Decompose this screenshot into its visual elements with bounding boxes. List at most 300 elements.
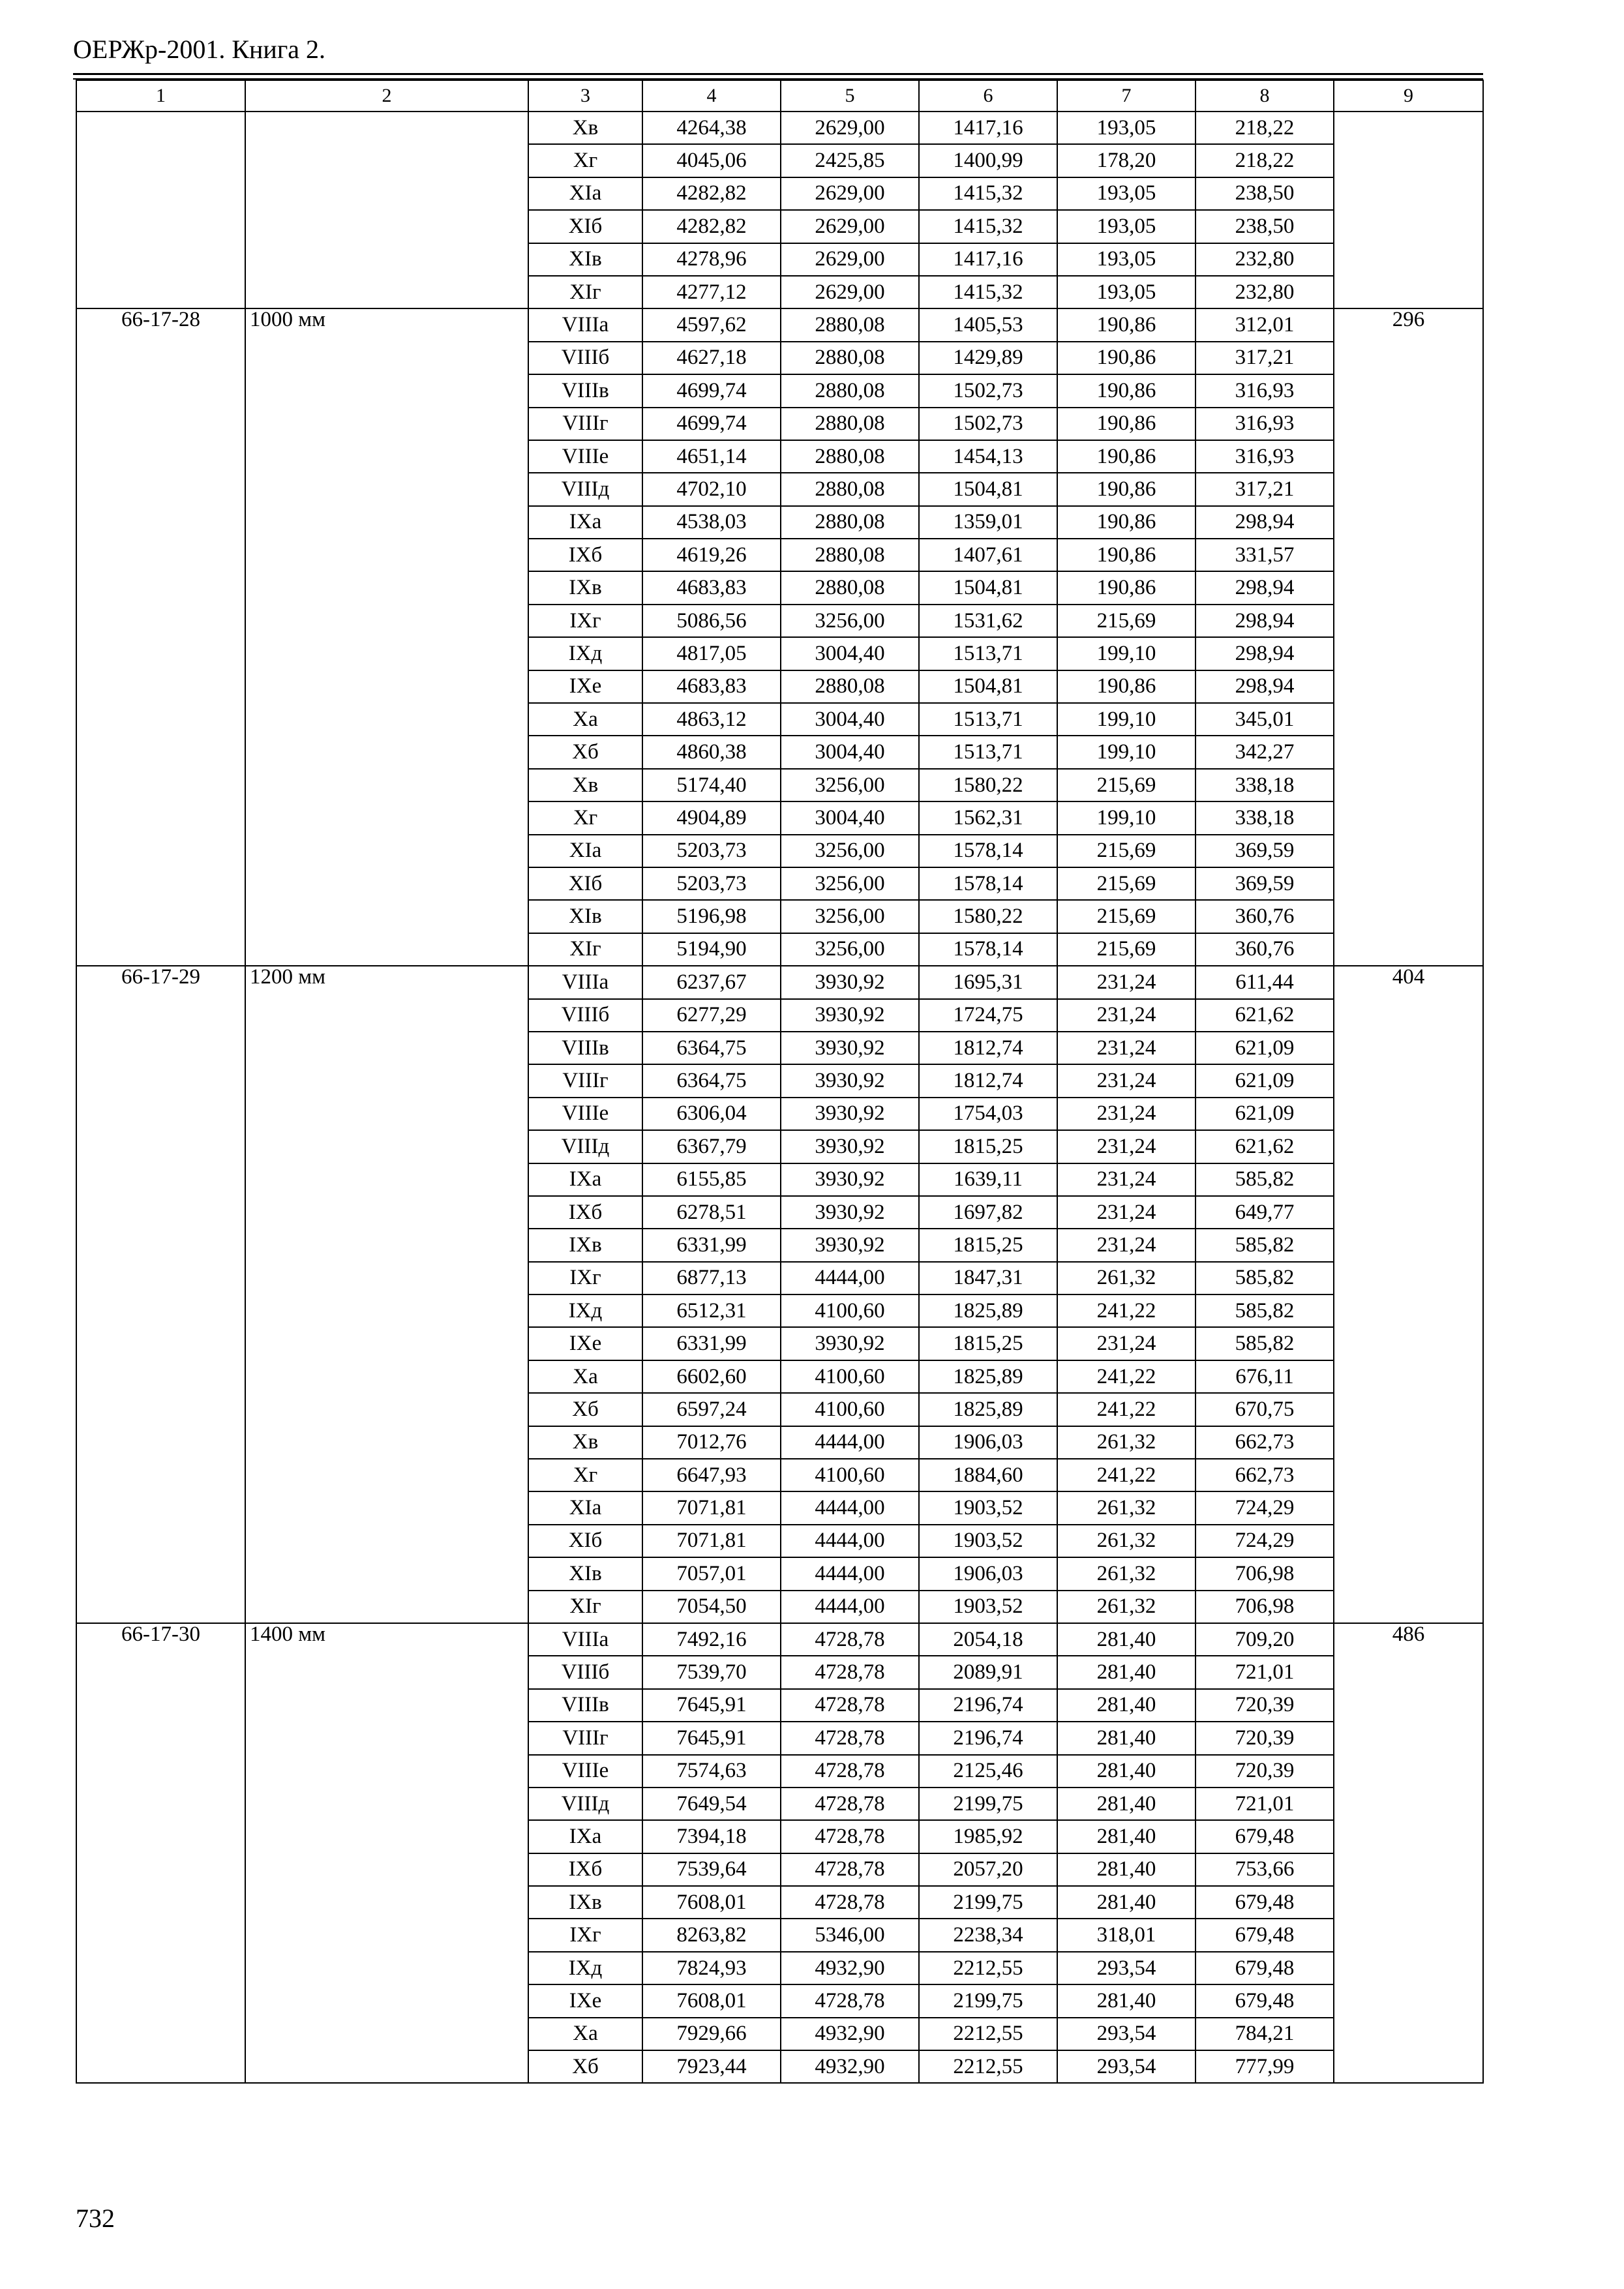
value-cell: 190,86 <box>1057 670 1195 703</box>
category-cell: Xв <box>528 769 642 801</box>
value-cell: 1531,62 <box>919 605 1057 637</box>
value-cell: 670,75 <box>1195 1393 1334 1426</box>
value-cell: 4683,83 <box>642 670 781 703</box>
category-cell: XIб <box>528 867 642 900</box>
category-cell: VIIIб <box>528 1656 642 1688</box>
value-cell: 5174,40 <box>642 769 781 801</box>
value-cell: 1417,16 <box>919 243 1057 276</box>
value-cell: 3004,40 <box>781 703 919 736</box>
value-cell: 218,22 <box>1195 144 1334 177</box>
value-cell: 621,09 <box>1195 1064 1334 1097</box>
value-cell: 3256,00 <box>781 933 919 966</box>
value-cell: 1580,22 <box>919 769 1057 801</box>
value-cell: 4728,78 <box>781 1853 919 1886</box>
category-cell: Xб <box>528 1393 642 1426</box>
value-cell: 232,80 <box>1195 276 1334 308</box>
value-cell: 3930,92 <box>781 1163 919 1196</box>
value-cell: 3004,40 <box>781 801 919 834</box>
item-size-cell: 1200 мм <box>245 966 528 1623</box>
value-cell: 1825,89 <box>919 1360 1057 1393</box>
value-cell: 231,24 <box>1057 1032 1195 1064</box>
value-cell: 621,62 <box>1195 1130 1334 1163</box>
value-cell: 231,24 <box>1057 1163 1195 1196</box>
value-cell: 4597,62 <box>642 308 781 341</box>
category-cell: XIб <box>528 1525 642 1557</box>
value-cell: 649,77 <box>1195 1196 1334 1229</box>
category-cell: Xа <box>528 2018 642 2050</box>
value-cell: 5346,00 <box>781 1919 919 1951</box>
value-cell: 281,40 <box>1057 1755 1195 1788</box>
category-cell: VIIIа <box>528 1623 642 1656</box>
value-cell: 4651,14 <box>642 440 781 473</box>
value-cell: 215,69 <box>1057 900 1195 933</box>
value-cell: 1415,32 <box>919 210 1057 243</box>
value-cell: 2880,08 <box>781 670 919 703</box>
value-cell: 4728,78 <box>781 1722 919 1754</box>
value-cell: 679,48 <box>1195 1919 1334 1951</box>
value-cell: 317,21 <box>1195 473 1334 505</box>
value-cell: 1825,89 <box>919 1294 1057 1327</box>
value-cell: 585,82 <box>1195 1229 1334 1261</box>
value-cell: 2199,75 <box>919 1788 1057 1820</box>
value-cell: 231,24 <box>1057 1327 1195 1360</box>
value-cell: 1847,31 <box>919 1262 1057 1294</box>
value-cell: 5203,73 <box>642 867 781 900</box>
value-cell: 2880,08 <box>781 473 919 505</box>
value-cell: 281,40 <box>1057 1788 1195 1820</box>
column-number: 3 <box>528 80 642 112</box>
value-cell: 1359,01 <box>919 506 1057 539</box>
value-cell: 261,32 <box>1057 1525 1195 1557</box>
value-cell: 190,86 <box>1057 506 1195 539</box>
value-cell: 4817,05 <box>642 637 781 670</box>
category-cell: IXе <box>528 1984 642 2017</box>
value-cell: 7054,50 <box>642 1591 781 1623</box>
value-cell: 1825,89 <box>919 1393 1057 1426</box>
item-code-cell: 66-17-28 <box>76 308 245 966</box>
value-cell: 231,24 <box>1057 999 1195 1032</box>
value-cell: 298,94 <box>1195 637 1334 670</box>
value-cell: 369,59 <box>1195 867 1334 900</box>
value-cell: 6278,51 <box>642 1196 781 1229</box>
value-cell: 231,24 <box>1057 1098 1195 1130</box>
category-cell: XIг <box>528 1591 642 1623</box>
value-cell: 4683,83 <box>642 571 781 604</box>
value-cell: 720,39 <box>1195 1755 1334 1788</box>
value-cell: 2057,20 <box>919 1853 1057 1886</box>
value-cell: 1429,89 <box>919 342 1057 374</box>
value-cell: 5086,56 <box>642 605 781 637</box>
value-cell: 3930,92 <box>781 1229 919 1261</box>
item-size-cell: 1000 мм <box>245 308 528 966</box>
value-cell: 4728,78 <box>781 1755 919 1788</box>
value-cell: 2629,00 <box>781 276 919 308</box>
value-cell: 281,40 <box>1057 1722 1195 1754</box>
value-cell: 611,44 <box>1195 966 1334 998</box>
value-cell: 190,86 <box>1057 408 1195 440</box>
item-code-cell <box>76 112 245 308</box>
value-cell: 2880,08 <box>781 374 919 407</box>
page-header-title: ОЕРЖр-2001. Книга 2. <box>73 35 325 64</box>
value-cell: 1578,14 <box>919 933 1057 966</box>
value-cell: 2629,00 <box>781 210 919 243</box>
category-cell: XIа <box>528 1491 642 1524</box>
value-cell: 4627,18 <box>642 342 781 374</box>
value-cell: 241,22 <box>1057 1294 1195 1327</box>
category-cell: VIIIв <box>528 1032 642 1064</box>
category-cell: IXа <box>528 1163 642 1196</box>
value-cell: 1562,31 <box>919 801 1057 834</box>
category-cell: VIIIг <box>528 1722 642 1754</box>
value-cell: 2880,08 <box>781 308 919 341</box>
value-cell: 721,01 <box>1195 1656 1334 1688</box>
value-cell: 2089,91 <box>919 1656 1057 1688</box>
value-cell: 5194,90 <box>642 933 781 966</box>
value-cell: 369,59 <box>1195 835 1334 867</box>
value-cell: 190,86 <box>1057 374 1195 407</box>
value-cell: 6367,79 <box>642 1130 781 1163</box>
category-cell: XIв <box>528 1557 642 1590</box>
value-cell: 1903,52 <box>919 1491 1057 1524</box>
value-cell: 261,32 <box>1057 1262 1195 1294</box>
value-cell: 1639,11 <box>919 1163 1057 1196</box>
value-cell: 193,05 <box>1057 276 1195 308</box>
category-cell: VIIIд <box>528 473 642 505</box>
value-cell: 178,20 <box>1057 144 1195 177</box>
value-cell: 2196,74 <box>919 1689 1057 1722</box>
value-cell: 4444,00 <box>781 1525 919 1557</box>
value-cell: 1578,14 <box>919 867 1057 900</box>
value-cell: 261,32 <box>1057 1491 1195 1524</box>
category-cell: VIIIа <box>528 966 642 998</box>
value-cell: 1417,16 <box>919 112 1057 144</box>
category-cell: IXв <box>528 1229 642 1261</box>
value-cell: 1407,61 <box>919 539 1057 571</box>
value-cell: 3256,00 <box>781 835 919 867</box>
value-cell: 1903,52 <box>919 1591 1057 1623</box>
value-cell: 1415,32 <box>919 276 1057 308</box>
column-number: 9 <box>1334 80 1483 112</box>
value-cell: 4728,78 <box>781 1886 919 1919</box>
category-cell: VIIIа <box>528 308 642 341</box>
category-cell: VIIIб <box>528 342 642 374</box>
value-cell: 1405,53 <box>919 308 1057 341</box>
value-cell: 1695,31 <box>919 966 1057 998</box>
value-cell: 6306,04 <box>642 1098 781 1130</box>
category-cell: XIб <box>528 210 642 243</box>
value-cell: 199,10 <box>1057 637 1195 670</box>
value-cell: 7574,63 <box>642 1755 781 1788</box>
value-cell: 4932,90 <box>781 2050 919 2083</box>
value-cell: 4045,06 <box>642 144 781 177</box>
value-cell: 241,22 <box>1057 1393 1195 1426</box>
value-cell: 585,82 <box>1195 1262 1334 1294</box>
value-cell: 193,05 <box>1057 210 1195 243</box>
value-cell: 318,01 <box>1057 1919 1195 1951</box>
category-cell: XIв <box>528 900 642 933</box>
value-cell: 338,18 <box>1195 769 1334 801</box>
value-cell: 215,69 <box>1057 867 1195 900</box>
value-cell: 193,05 <box>1057 243 1195 276</box>
value-cell: 6331,99 <box>642 1229 781 1261</box>
column-number: 5 <box>781 80 919 112</box>
value-cell: 3930,92 <box>781 999 919 1032</box>
column-9-cell: 296 <box>1334 308 1483 966</box>
value-cell: 4444,00 <box>781 1426 919 1459</box>
category-cell: IXд <box>528 1294 642 1327</box>
value-cell: 281,40 <box>1057 1984 1195 2017</box>
category-cell: IXа <box>528 506 642 539</box>
value-cell: 190,86 <box>1057 539 1195 571</box>
category-cell: IXд <box>528 1952 642 1984</box>
value-cell: 190,86 <box>1057 308 1195 341</box>
value-cell: 6331,99 <box>642 1327 781 1360</box>
value-cell: 5196,98 <box>642 900 781 933</box>
value-cell: 4728,78 <box>781 1623 919 1656</box>
value-cell: 5203,73 <box>642 835 781 867</box>
value-cell: 4278,96 <box>642 243 781 276</box>
value-cell: 231,24 <box>1057 1064 1195 1097</box>
category-cell: Xа <box>528 703 642 736</box>
value-cell: 7071,81 <box>642 1491 781 1524</box>
column-9-cell: 486 <box>1334 1623 1483 2083</box>
category-cell: VIIIг <box>528 1064 642 1097</box>
value-cell: 753,66 <box>1195 1853 1334 1886</box>
category-cell: XIг <box>528 276 642 308</box>
value-cell: 231,24 <box>1057 1130 1195 1163</box>
value-cell: 2199,75 <box>919 1984 1057 2017</box>
value-cell: 3256,00 <box>781 867 919 900</box>
table-row <box>76 112 1483 144</box>
value-cell: 679,48 <box>1195 1886 1334 1919</box>
value-cell: 1815,25 <box>919 1130 1057 1163</box>
value-cell: 2880,08 <box>781 440 919 473</box>
category-cell: Xб <box>528 736 642 768</box>
value-cell: 232,80 <box>1195 243 1334 276</box>
category-cell: XIв <box>528 243 642 276</box>
value-cell: 338,18 <box>1195 801 1334 834</box>
value-cell: 215,69 <box>1057 933 1195 966</box>
value-cell: 190,86 <box>1057 342 1195 374</box>
column-9-cell <box>1334 112 1483 308</box>
value-cell: 238,50 <box>1195 210 1334 243</box>
column-number: 7 <box>1057 80 1195 112</box>
value-cell: 1504,81 <box>919 670 1057 703</box>
value-cell: 298,94 <box>1195 571 1334 604</box>
value-cell: 199,10 <box>1057 736 1195 768</box>
category-cell: IXе <box>528 670 642 703</box>
value-cell: 293,54 <box>1057 1952 1195 1984</box>
category-cell: IXг <box>528 605 642 637</box>
value-cell: 4264,38 <box>642 112 781 144</box>
value-cell: 2212,55 <box>919 2050 1057 2083</box>
value-cell: 2125,46 <box>919 1755 1057 1788</box>
value-cell: 3930,92 <box>781 1064 919 1097</box>
column-number: 1 <box>76 80 245 112</box>
category-cell: Xг <box>528 144 642 177</box>
category-cell: Xг <box>528 1459 642 1491</box>
value-cell: 231,24 <box>1057 1196 1195 1229</box>
value-cell: 331,57 <box>1195 539 1334 571</box>
value-cell: 4444,00 <box>781 1262 919 1294</box>
category-cell: IXе <box>528 1327 642 1360</box>
value-cell: 241,22 <box>1057 1459 1195 1491</box>
value-cell: 190,86 <box>1057 473 1195 505</box>
value-cell: 706,98 <box>1195 1557 1334 1590</box>
value-cell: 190,86 <box>1057 571 1195 604</box>
value-cell: 724,29 <box>1195 1491 1334 1524</box>
value-cell: 360,76 <box>1195 900 1334 933</box>
value-cell: 7649,54 <box>642 1788 781 1820</box>
value-cell: 261,32 <box>1057 1557 1195 1590</box>
value-cell: 317,21 <box>1195 342 1334 374</box>
value-cell: 6364,75 <box>642 1032 781 1064</box>
value-cell: 2880,08 <box>781 408 919 440</box>
item-size-cell: 1400 мм <box>245 1623 528 2083</box>
value-cell: 261,32 <box>1057 1426 1195 1459</box>
value-cell: 4702,10 <box>642 473 781 505</box>
value-cell: 4860,38 <box>642 736 781 768</box>
value-cell: 4904,89 <box>642 801 781 834</box>
value-cell: 238,50 <box>1195 177 1334 210</box>
value-cell: 4444,00 <box>781 1491 919 1524</box>
table-row <box>76 966 1483 998</box>
value-cell: 1400,99 <box>919 144 1057 177</box>
value-cell: 1578,14 <box>919 835 1057 867</box>
value-cell: 1903,52 <box>919 1525 1057 1557</box>
column-number: 6 <box>919 80 1057 112</box>
value-cell: 6647,93 <box>642 1459 781 1491</box>
value-cell: 1502,73 <box>919 408 1057 440</box>
value-cell: 215,69 <box>1057 835 1195 867</box>
value-cell: 2629,00 <box>781 112 919 144</box>
column-number: 8 <box>1195 80 1334 112</box>
value-cell: 6512,31 <box>642 1294 781 1327</box>
value-cell: 4277,12 <box>642 276 781 308</box>
value-cell: 281,40 <box>1057 1656 1195 1688</box>
value-cell: 1502,73 <box>919 374 1057 407</box>
value-cell: 1906,03 <box>919 1557 1057 1590</box>
value-cell: 1504,81 <box>919 473 1057 505</box>
value-cell: 679,48 <box>1195 1984 1334 2017</box>
value-cell: 2629,00 <box>781 177 919 210</box>
value-cell: 312,01 <box>1195 308 1334 341</box>
value-cell: 6277,29 <box>642 999 781 1032</box>
value-cell: 4932,90 <box>781 2018 919 2050</box>
category-cell: Xб <box>528 2050 642 2083</box>
value-cell: 293,54 <box>1057 2050 1195 2083</box>
category-cell: Xа <box>528 1360 642 1393</box>
category-cell: VIIIе <box>528 1755 642 1788</box>
value-cell: 7539,70 <box>642 1656 781 1688</box>
value-cell: 342,27 <box>1195 736 1334 768</box>
value-cell: 2880,08 <box>781 539 919 571</box>
value-cell: 7071,81 <box>642 1525 781 1557</box>
value-cell: 7608,01 <box>642 1984 781 2017</box>
value-cell: 7539,64 <box>642 1853 781 1886</box>
value-cell: 4538,03 <box>642 506 781 539</box>
value-cell: 4728,78 <box>781 1689 919 1722</box>
value-cell: 231,24 <box>1057 1229 1195 1261</box>
value-cell: 706,98 <box>1195 1591 1334 1623</box>
value-cell: 4100,60 <box>781 1393 919 1426</box>
price-table <box>76 80 1484 2084</box>
header-rule-top <box>73 73 1483 75</box>
value-cell: 585,82 <box>1195 1294 1334 1327</box>
value-cell: 7923,44 <box>642 2050 781 2083</box>
value-cell: 3930,92 <box>781 1196 919 1229</box>
category-cell: IXа <box>528 1820 642 1853</box>
value-cell: 777,99 <box>1195 2050 1334 2083</box>
value-cell: 709,20 <box>1195 1623 1334 1656</box>
value-cell: 621,09 <box>1195 1032 1334 1064</box>
value-cell: 1454,13 <box>919 440 1057 473</box>
value-cell: 6877,13 <box>642 1262 781 1294</box>
value-cell: 1504,81 <box>919 571 1057 604</box>
value-cell: 281,40 <box>1057 1886 1195 1919</box>
value-cell: 679,48 <box>1195 1820 1334 1853</box>
value-cell: 215,69 <box>1057 769 1195 801</box>
value-cell: 4619,26 <box>642 539 781 571</box>
value-cell: 7929,66 <box>642 2018 781 2050</box>
value-cell: 4444,00 <box>781 1557 919 1590</box>
value-cell: 7012,76 <box>642 1426 781 1459</box>
value-cell: 3930,92 <box>781 1327 919 1360</box>
value-cell: 2199,75 <box>919 1886 1057 1919</box>
value-cell: 2629,00 <box>781 243 919 276</box>
value-cell: 261,32 <box>1057 1591 1195 1623</box>
category-cell: Xг <box>528 801 642 834</box>
value-cell: 345,01 <box>1195 703 1334 736</box>
value-cell: 360,76 <box>1195 933 1334 966</box>
value-cell: 293,54 <box>1057 2018 1195 2050</box>
value-cell: 2880,08 <box>781 571 919 604</box>
category-cell: IXд <box>528 637 642 670</box>
value-cell: 1415,32 <box>919 177 1057 210</box>
category-cell: IXг <box>528 1919 642 1951</box>
category-cell: VIIIв <box>528 1689 642 1722</box>
value-cell: 4100,60 <box>781 1294 919 1327</box>
value-cell: 1812,74 <box>919 1064 1057 1097</box>
value-cell: 1754,03 <box>919 1098 1057 1130</box>
value-cell: 298,94 <box>1195 670 1334 703</box>
value-cell: 281,40 <box>1057 1689 1195 1722</box>
value-cell: 2196,74 <box>919 1722 1057 1754</box>
category-cell: Xв <box>528 112 642 144</box>
value-cell: 298,94 <box>1195 506 1334 539</box>
value-cell: 2212,55 <box>919 1952 1057 1984</box>
value-cell: 3004,40 <box>781 637 919 670</box>
value-cell: 7492,16 <box>642 1623 781 1656</box>
value-cell: 7057,01 <box>642 1557 781 1590</box>
value-cell: 1906,03 <box>919 1426 1057 1459</box>
value-cell: 281,40 <box>1057 1853 1195 1886</box>
column-number: 4 <box>642 80 781 112</box>
category-cell: XIг <box>528 933 642 966</box>
value-cell: 784,21 <box>1195 2018 1334 2050</box>
item-code-cell: 66-17-30 <box>76 1623 245 2083</box>
value-cell: 316,93 <box>1195 440 1334 473</box>
value-cell: 4728,78 <box>781 1788 919 1820</box>
value-cell: 4932,90 <box>781 1952 919 1984</box>
category-cell: XIа <box>528 835 642 867</box>
category-cell: IXб <box>528 1196 642 1229</box>
value-cell: 679,48 <box>1195 1952 1334 1984</box>
value-cell: 585,82 <box>1195 1327 1334 1360</box>
value-cell: 298,94 <box>1195 605 1334 637</box>
value-cell: 3256,00 <box>781 769 919 801</box>
value-cell: 4100,60 <box>781 1360 919 1393</box>
